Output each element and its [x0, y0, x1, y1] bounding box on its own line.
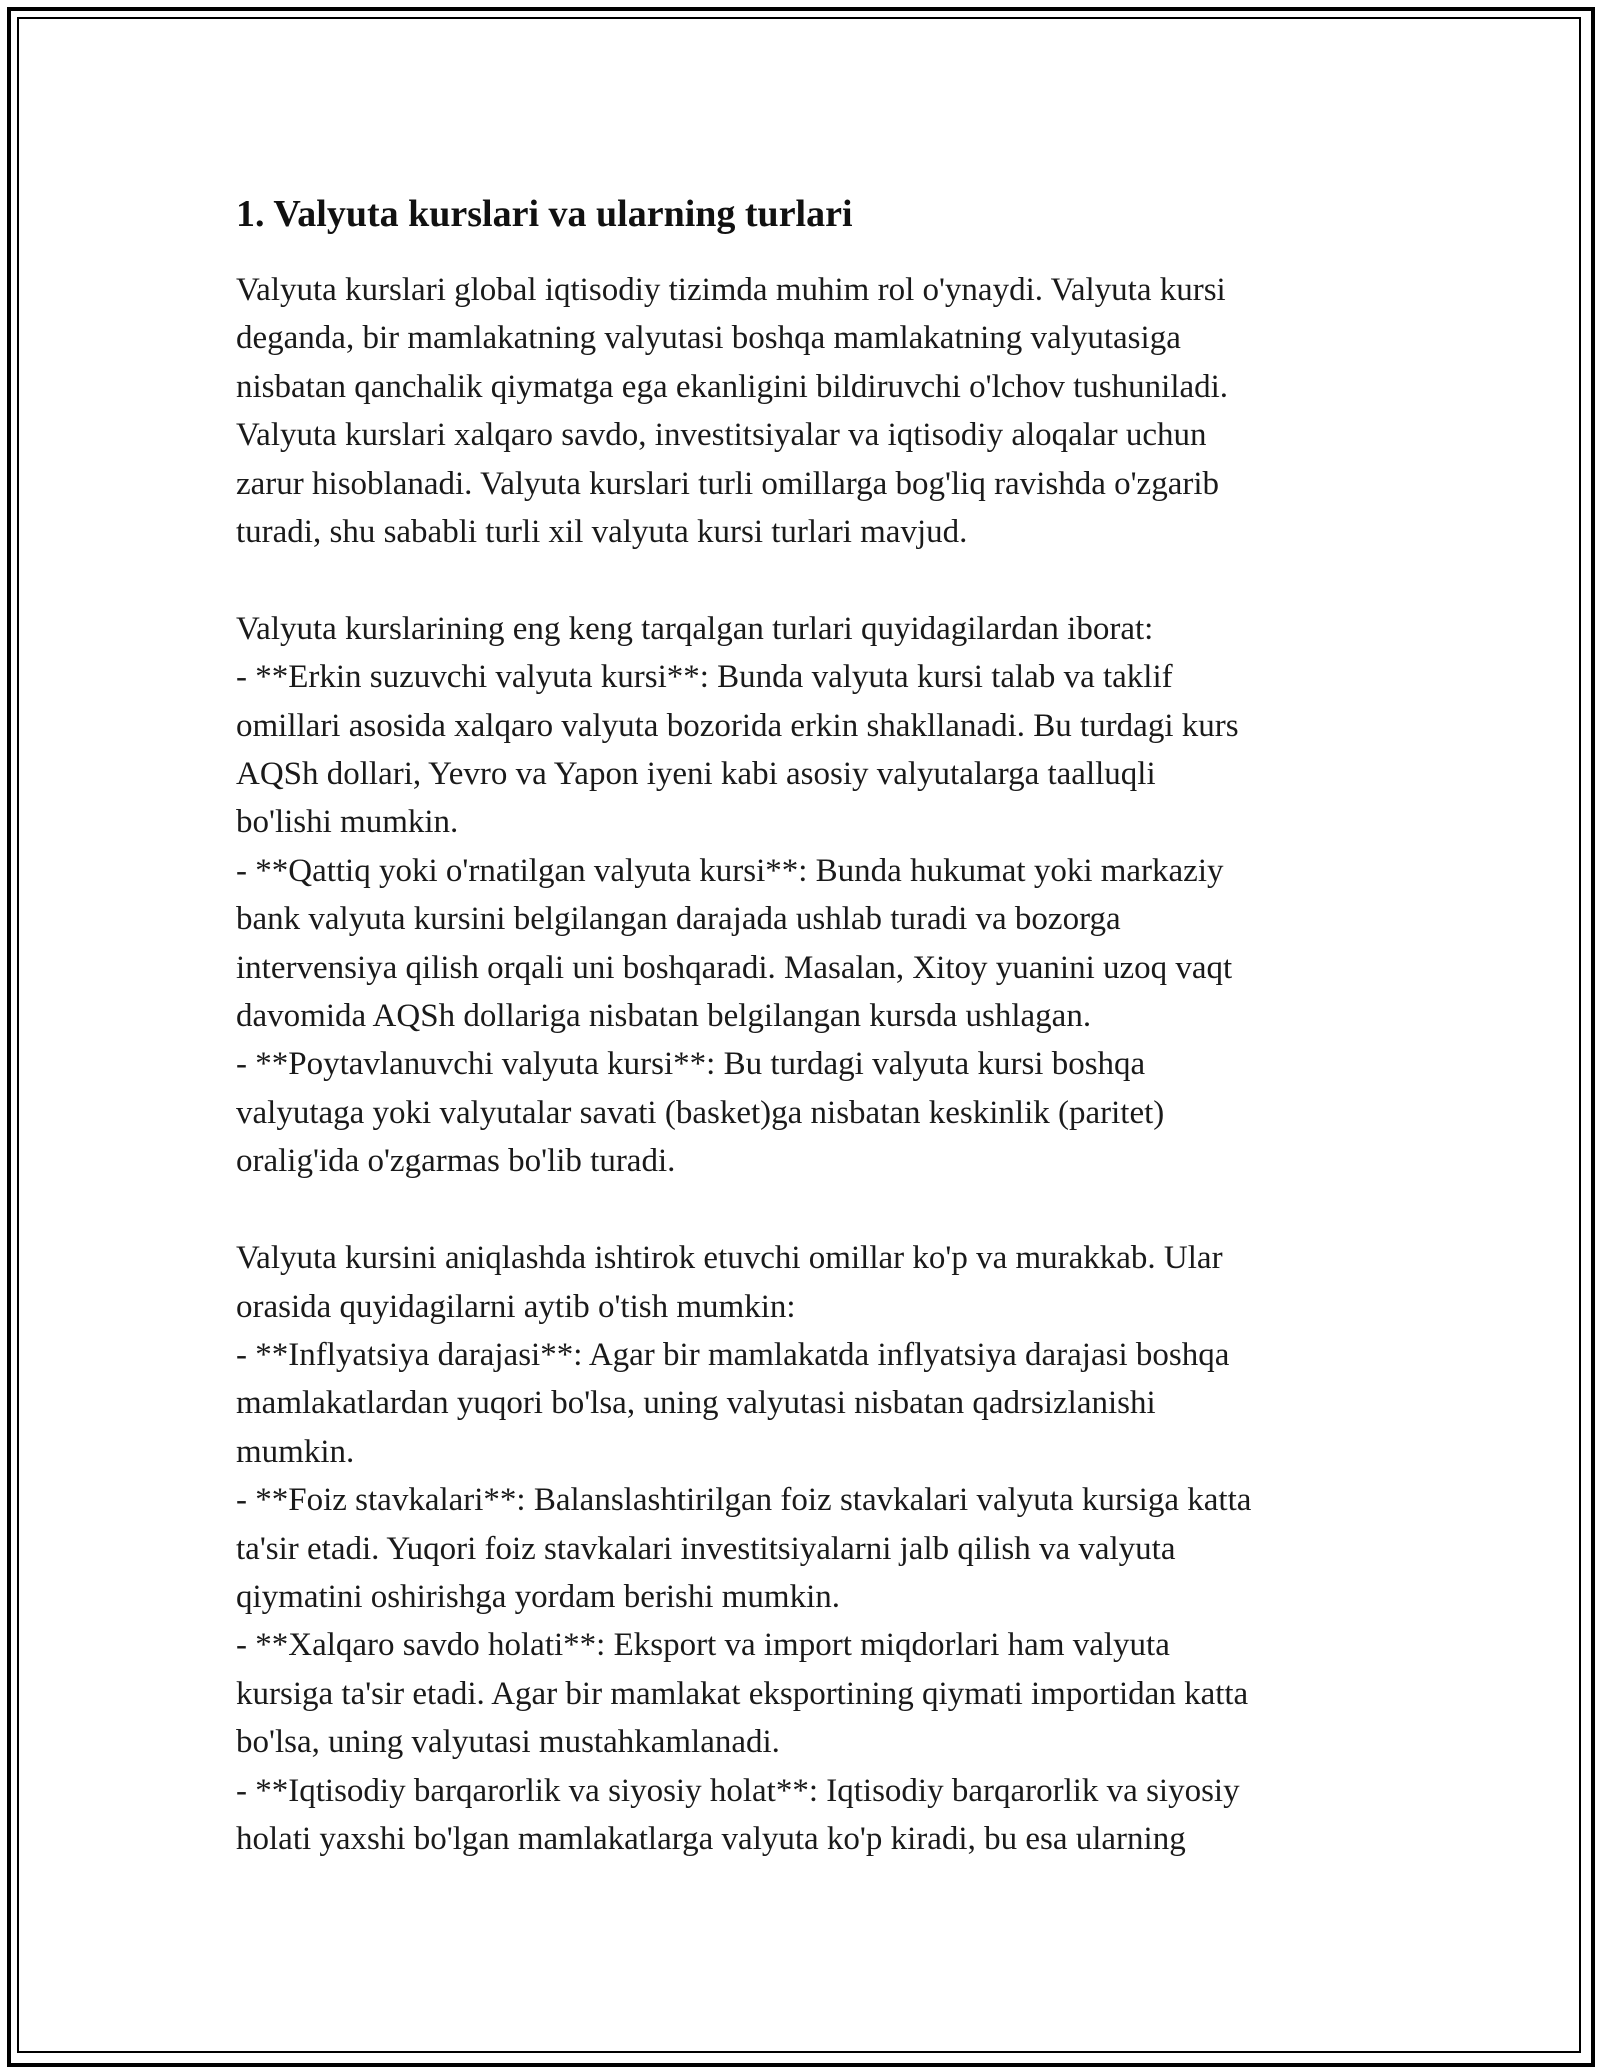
text-line: davomida AQSh dollariga nisbatan belgilangan kursda ushlagan. [236, 998, 1092, 1035]
text-line: Valyuta kursini aniqlashda ishtirok etuvchi omillar ko'p va murakkab. Ular [236, 1240, 1223, 1277]
text-line: - **Qattiq yoki o'rnatilgan valyuta kursi**: Bunda hukumat yoki markaziy [236, 852, 1224, 889]
text-line: - **Inflyatsiya darajasi**: Agar bir mamlakatda inflyatsiya darajasi boshqa [236, 1336, 1230, 1373]
text-line: deganda, bir mamlakatning valyutasi boshqa mamlakatning valyutasiga [236, 320, 1181, 357]
text-line: AQSh dollari, Yevro va Yapon iyeni kabi asosiy valyutalarga taalluqli [236, 756, 1156, 793]
text-line: - **Erkin suzuvchi valyuta kursi**: Bunda valyuta kursi talab va taklif [236, 659, 1173, 696]
text-line: - **Foiz stavkalari**: Balanslashtirilgan foiz stavkalari valyuta kursiga katta [236, 1482, 1252, 1519]
text-line: Valyuta kurslari global iqtisodiy tizimda muhim rol o'ynaydi. Valyuta kursi [236, 272, 1226, 308]
paragraph [236, 266, 1376, 556]
text-line: zarur hisoblanadi. Valyuta kurslari turli omillarga bog'liq ravishda o'zgarib [236, 465, 1220, 502]
section-title: 1. Valyuta kurslari va ularning turlari [236, 193, 853, 235]
text-line: holati yaxshi bo'lgan mamlakatlarga valyuta ko'p kiradi, bu esa ularning [236, 1820, 1186, 1857]
text-line: mamlakatlardan yuqori bo'lsa, uning valyutasi nisbatan qadrsizlanishi [236, 1385, 1156, 1422]
text-line: - **Xalqaro savdo holati**: Eksport va import miqdorlari ham valyuta [236, 1627, 1170, 1664]
text-line: bo'lsa, uning valyutasi mustahkamlanadi. [236, 1724, 780, 1761]
document-body [236, 186, 1376, 1912]
text-line: bo'lishi mumkin. [236, 804, 459, 841]
text-line: valyutaga yoki valyutalar savati (basket)ga nisbatan keskinlik (paritet) [236, 1094, 1165, 1131]
text-line: kursiga ta'sir etadi. Agar bir mamlakat eksportining qiymati importidan katta [236, 1675, 1249, 1712]
text-line: bank valyuta kursini belgilangan darajada ushlab turadi va bozorga [236, 901, 1121, 938]
paragraph-list [236, 266, 1376, 1863]
paragraph [236, 605, 1376, 1186]
text-line: nisbatan qanchalik qiymatga ega ekanligini bildiruvchi o'lchov tushuniladi. [236, 368, 1229, 405]
text-line: ta'sir etadi. Yuqori foiz stavkalari investitsiyalarni jalb qilish va valyuta [236, 1530, 1176, 1567]
text-line: turadi, shu sababli turli xil valyuta kursi turlari mavjud. [236, 514, 968, 551]
text-line: Valyuta kurslari xalqaro savdo, investitsiyalar va iqtisodiy aloqalar uchun [236, 417, 1207, 454]
text-line: - **Iqtisodiy barqarorlik va siyosiy holat**: Iqtisodiy barqarorlik va siyosiy [236, 1772, 1240, 1809]
text-line: qiymatini oshirishga yordam berishi mumkin. [236, 1578, 841, 1615]
text-line: - **Poytavlanuvchi valyuta kursi**: Bu turdagi valyuta kursi boshqa [236, 1046, 1146, 1083]
text-line: orasida quyidagilarni aytib o'tish mumkin: [236, 1288, 796, 1325]
text-line: mumkin. [236, 1433, 355, 1470]
text-line: omillari asosida xalqaro valyuta bozorida erkin shakllanadi. Bu turdagi kurs [236, 707, 1239, 744]
text-line: intervensiya qilish orqali uni boshqaradi. Masalan, Xitoy yuanini uzoq vaqt [236, 949, 1233, 986]
paragraph [236, 1234, 1376, 1863]
text-line: oralig'ida o'zgarmas bo'lib turadi. [236, 1143, 676, 1180]
text-line: Valyuta kurslarining eng keng tarqalgan turlari quyidagilardan iborat: [236, 610, 1154, 647]
